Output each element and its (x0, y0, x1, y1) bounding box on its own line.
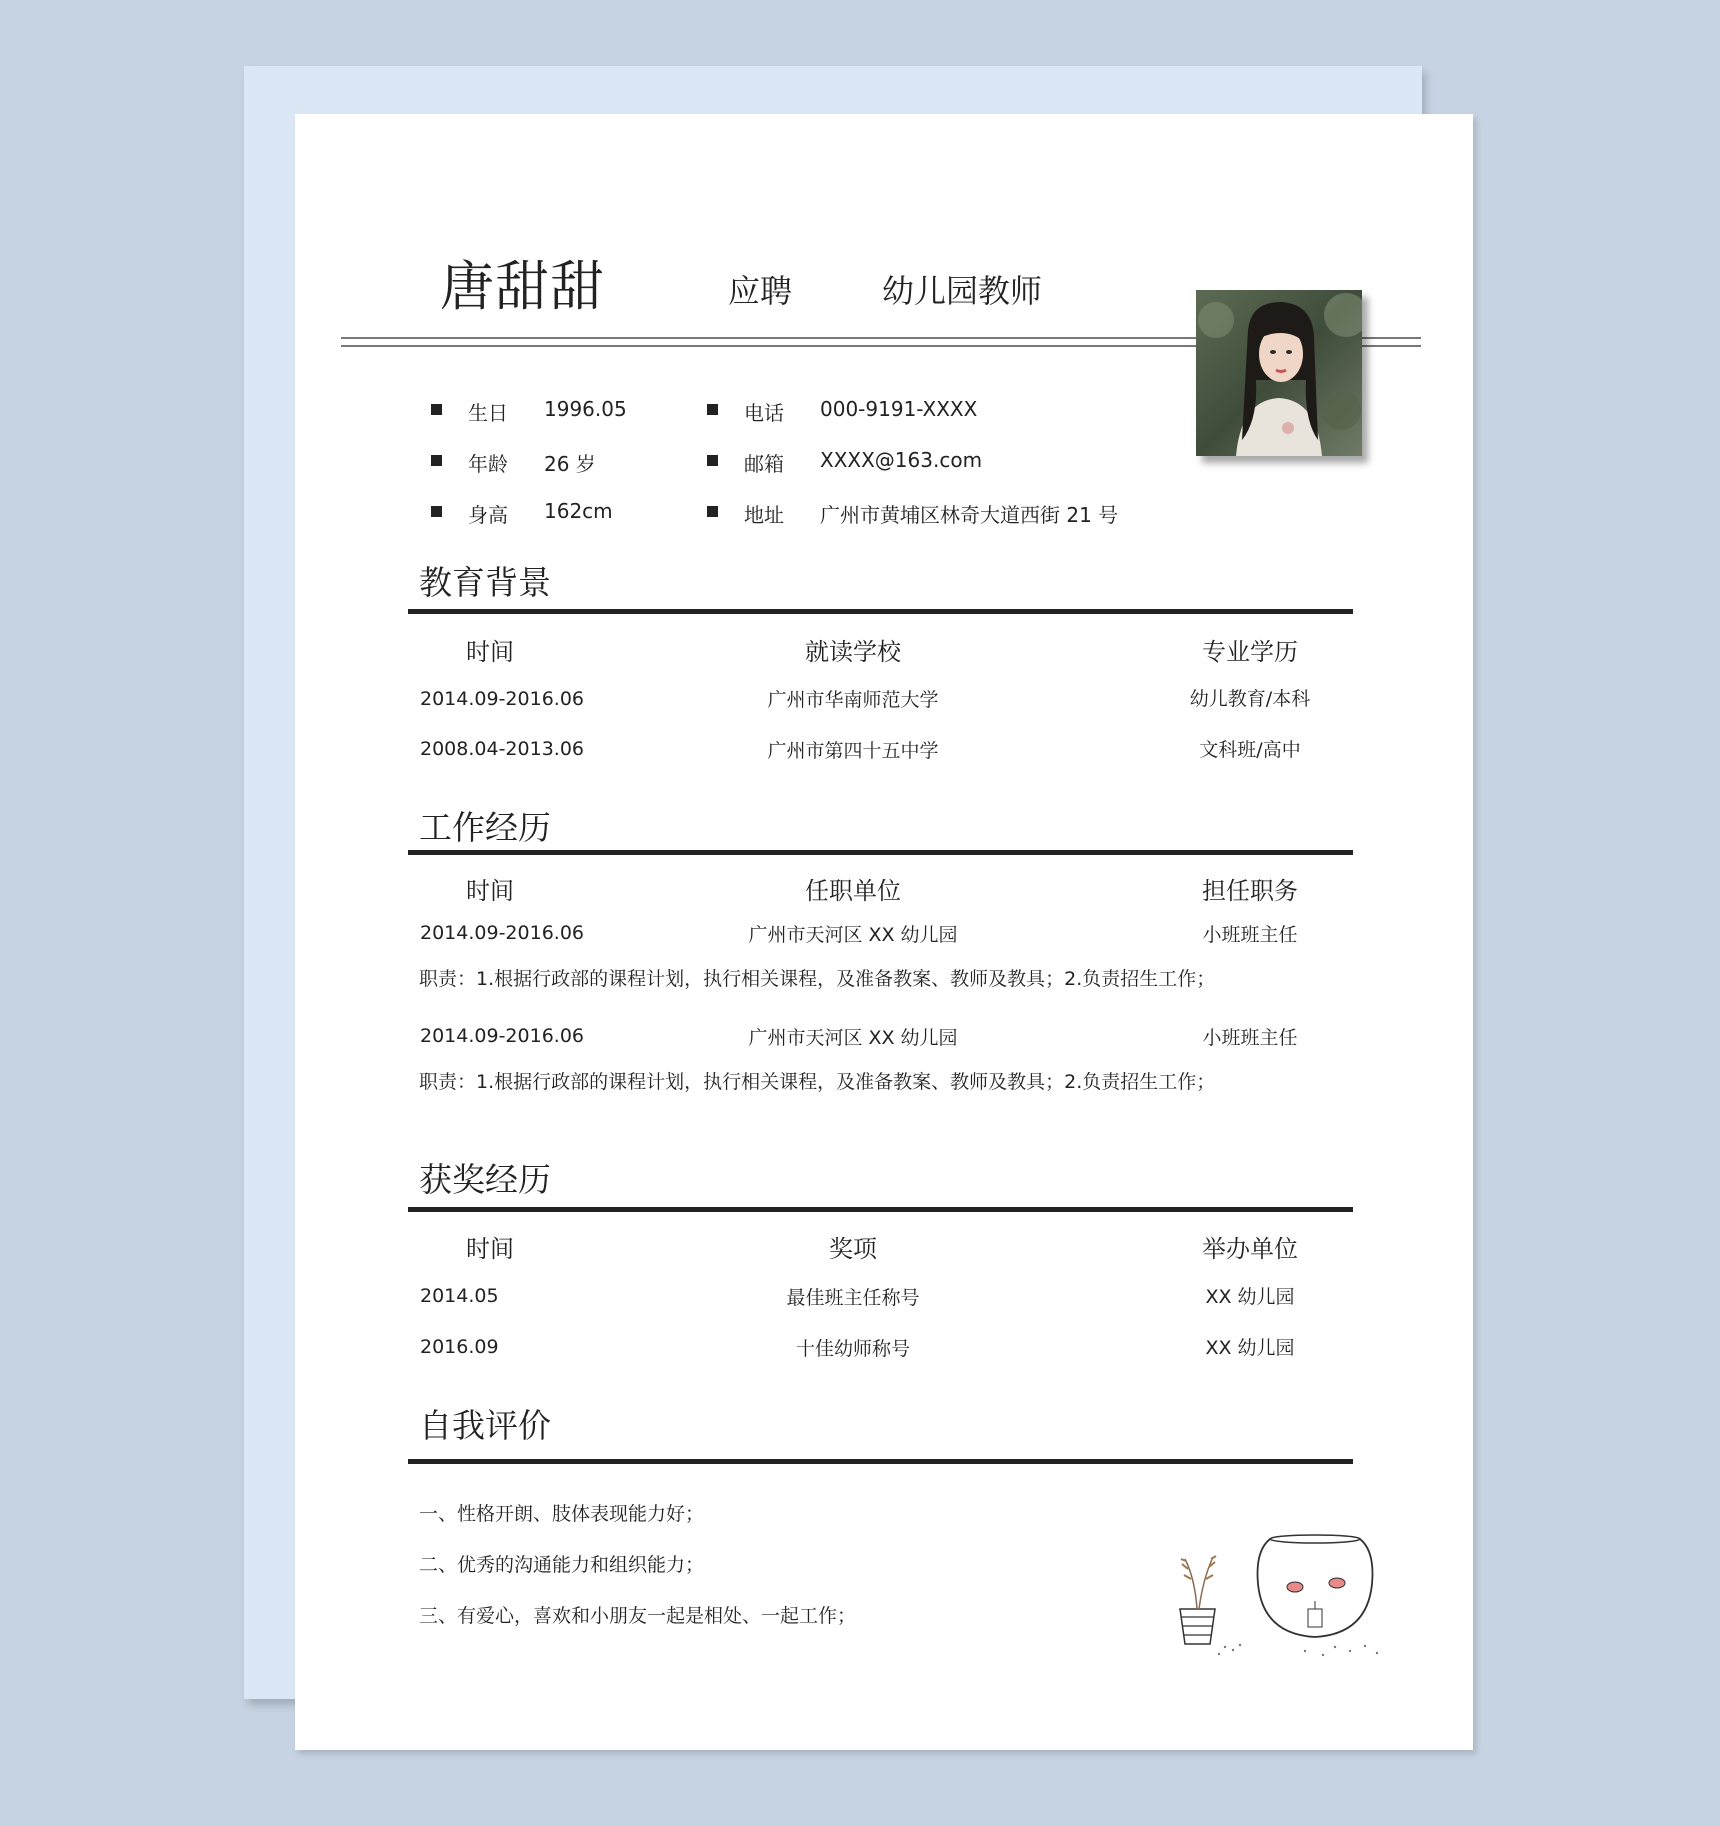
height-label: 身高 (468, 503, 508, 527)
age-label: 年龄 (468, 452, 508, 476)
awards-row-organizer: XX 幼儿园 (1205, 1337, 1295, 1359)
bullet-icon (707, 404, 718, 415)
applicant-name: 唐甜甜 (440, 255, 605, 318)
awards-row-time: 2014.05 (420, 1285, 499, 1307)
self-eval-item: 二、优秀的沟通能力和组织能力； (419, 1554, 705, 1576)
email-value: XXXX@163.com (820, 448, 983, 472)
education-header-time: 时间 (466, 638, 514, 666)
work-row-duty: 职责：1.根据行政部的课程计划，执行相关课程，及准备教案、教师及教具；2.负责招生工作； (419, 1071, 1216, 1093)
apply-position: 幼儿园教师 (882, 272, 1043, 310)
phone-label: 电话 (744, 401, 784, 425)
awards-title: 获奖经历 (419, 1160, 551, 1199)
awards-row-award: 十佳幼师称号 (795, 1338, 911, 1360)
education-row-school: 广州市华南师范大学 (767, 689, 939, 711)
awards-header-time: 时间 (466, 1235, 514, 1263)
awards-rule (408, 1207, 1353, 1212)
height-value: 162cm (544, 499, 613, 523)
self-eval-title: 自我评价 (419, 1406, 551, 1445)
self-eval-item: 三、有爱心，喜欢和小朋友一起是相处、一起工作； (419, 1605, 857, 1627)
education-row-time: 2008.04-2013.06 (420, 738, 584, 760)
education-row-time: 2014.09-2016.06 (420, 688, 584, 710)
work-row-time: 2014.09-2016.06 (420, 1025, 584, 1047)
birthday-label: 生日 (468, 401, 508, 425)
self-eval-item: 一、性格开朗、肢体表现能力好； (419, 1503, 705, 1525)
awards-row-time: 2016.09 (420, 1336, 499, 1358)
bullet-icon (431, 455, 442, 466)
bullet-icon (431, 404, 442, 415)
work-title: 工作经历 (419, 808, 551, 847)
education-header-major: 专业学历 (1202, 638, 1298, 666)
phone-value: 000-9191-XXXX (820, 397, 978, 421)
education-header-school: 就读学校 (805, 638, 901, 666)
email-label: 邮箱 (744, 452, 784, 476)
age-value: 26 岁 (544, 452, 596, 476)
awards-header-award: 奖项 (829, 1235, 877, 1263)
profile-photo (1196, 290, 1362, 456)
education-rule (408, 609, 1353, 614)
work-row-unit: 广州市天河区 XX 幼儿园 (748, 924, 958, 946)
fishbowl-plant-illustration (1155, 1529, 1395, 1669)
work-header-role: 担任职务 (1202, 877, 1298, 905)
self-eval-rule (408, 1459, 1353, 1464)
bullet-icon (707, 455, 718, 466)
address-value: 广州市黄埔区林奇大道西街 21 号 (820, 503, 1119, 527)
work-rule (408, 850, 1353, 855)
education-row-major: 文科班/高中 (1199, 739, 1301, 761)
resume-page (295, 114, 1473, 1750)
address-label: 地址 (744, 503, 784, 527)
birthday-value: 1996.05 (544, 397, 627, 421)
education-row-school: 广州市第四十五中学 (767, 740, 939, 762)
education-title: 教育背景 (419, 563, 551, 602)
education-row-major: 幼儿教育/本科 (1189, 688, 1311, 710)
work-header-unit: 任职单位 (805, 877, 901, 905)
work-row-duty: 职责：1.根据行政部的课程计划，执行相关课程，及准备教案、教师及教具；2.负责招生工作； (419, 968, 1216, 990)
apply-label: 应聘 (728, 272, 793, 310)
work-row-unit: 广州市天河区 XX 幼儿园 (748, 1027, 958, 1049)
awards-row-award: 最佳班主任称号 (786, 1287, 920, 1309)
awards-header-organizer: 举办单位 (1202, 1235, 1298, 1263)
work-row-time: 2014.09-2016.06 (420, 922, 584, 944)
bullet-icon (431, 506, 442, 517)
work-header-time: 时间 (466, 877, 514, 905)
bullet-icon (707, 506, 718, 517)
work-row-role: 小班班主任 (1202, 1027, 1298, 1049)
work-row-role: 小班班主任 (1202, 924, 1298, 946)
awards-row-organizer: XX 幼儿园 (1205, 1286, 1295, 1308)
